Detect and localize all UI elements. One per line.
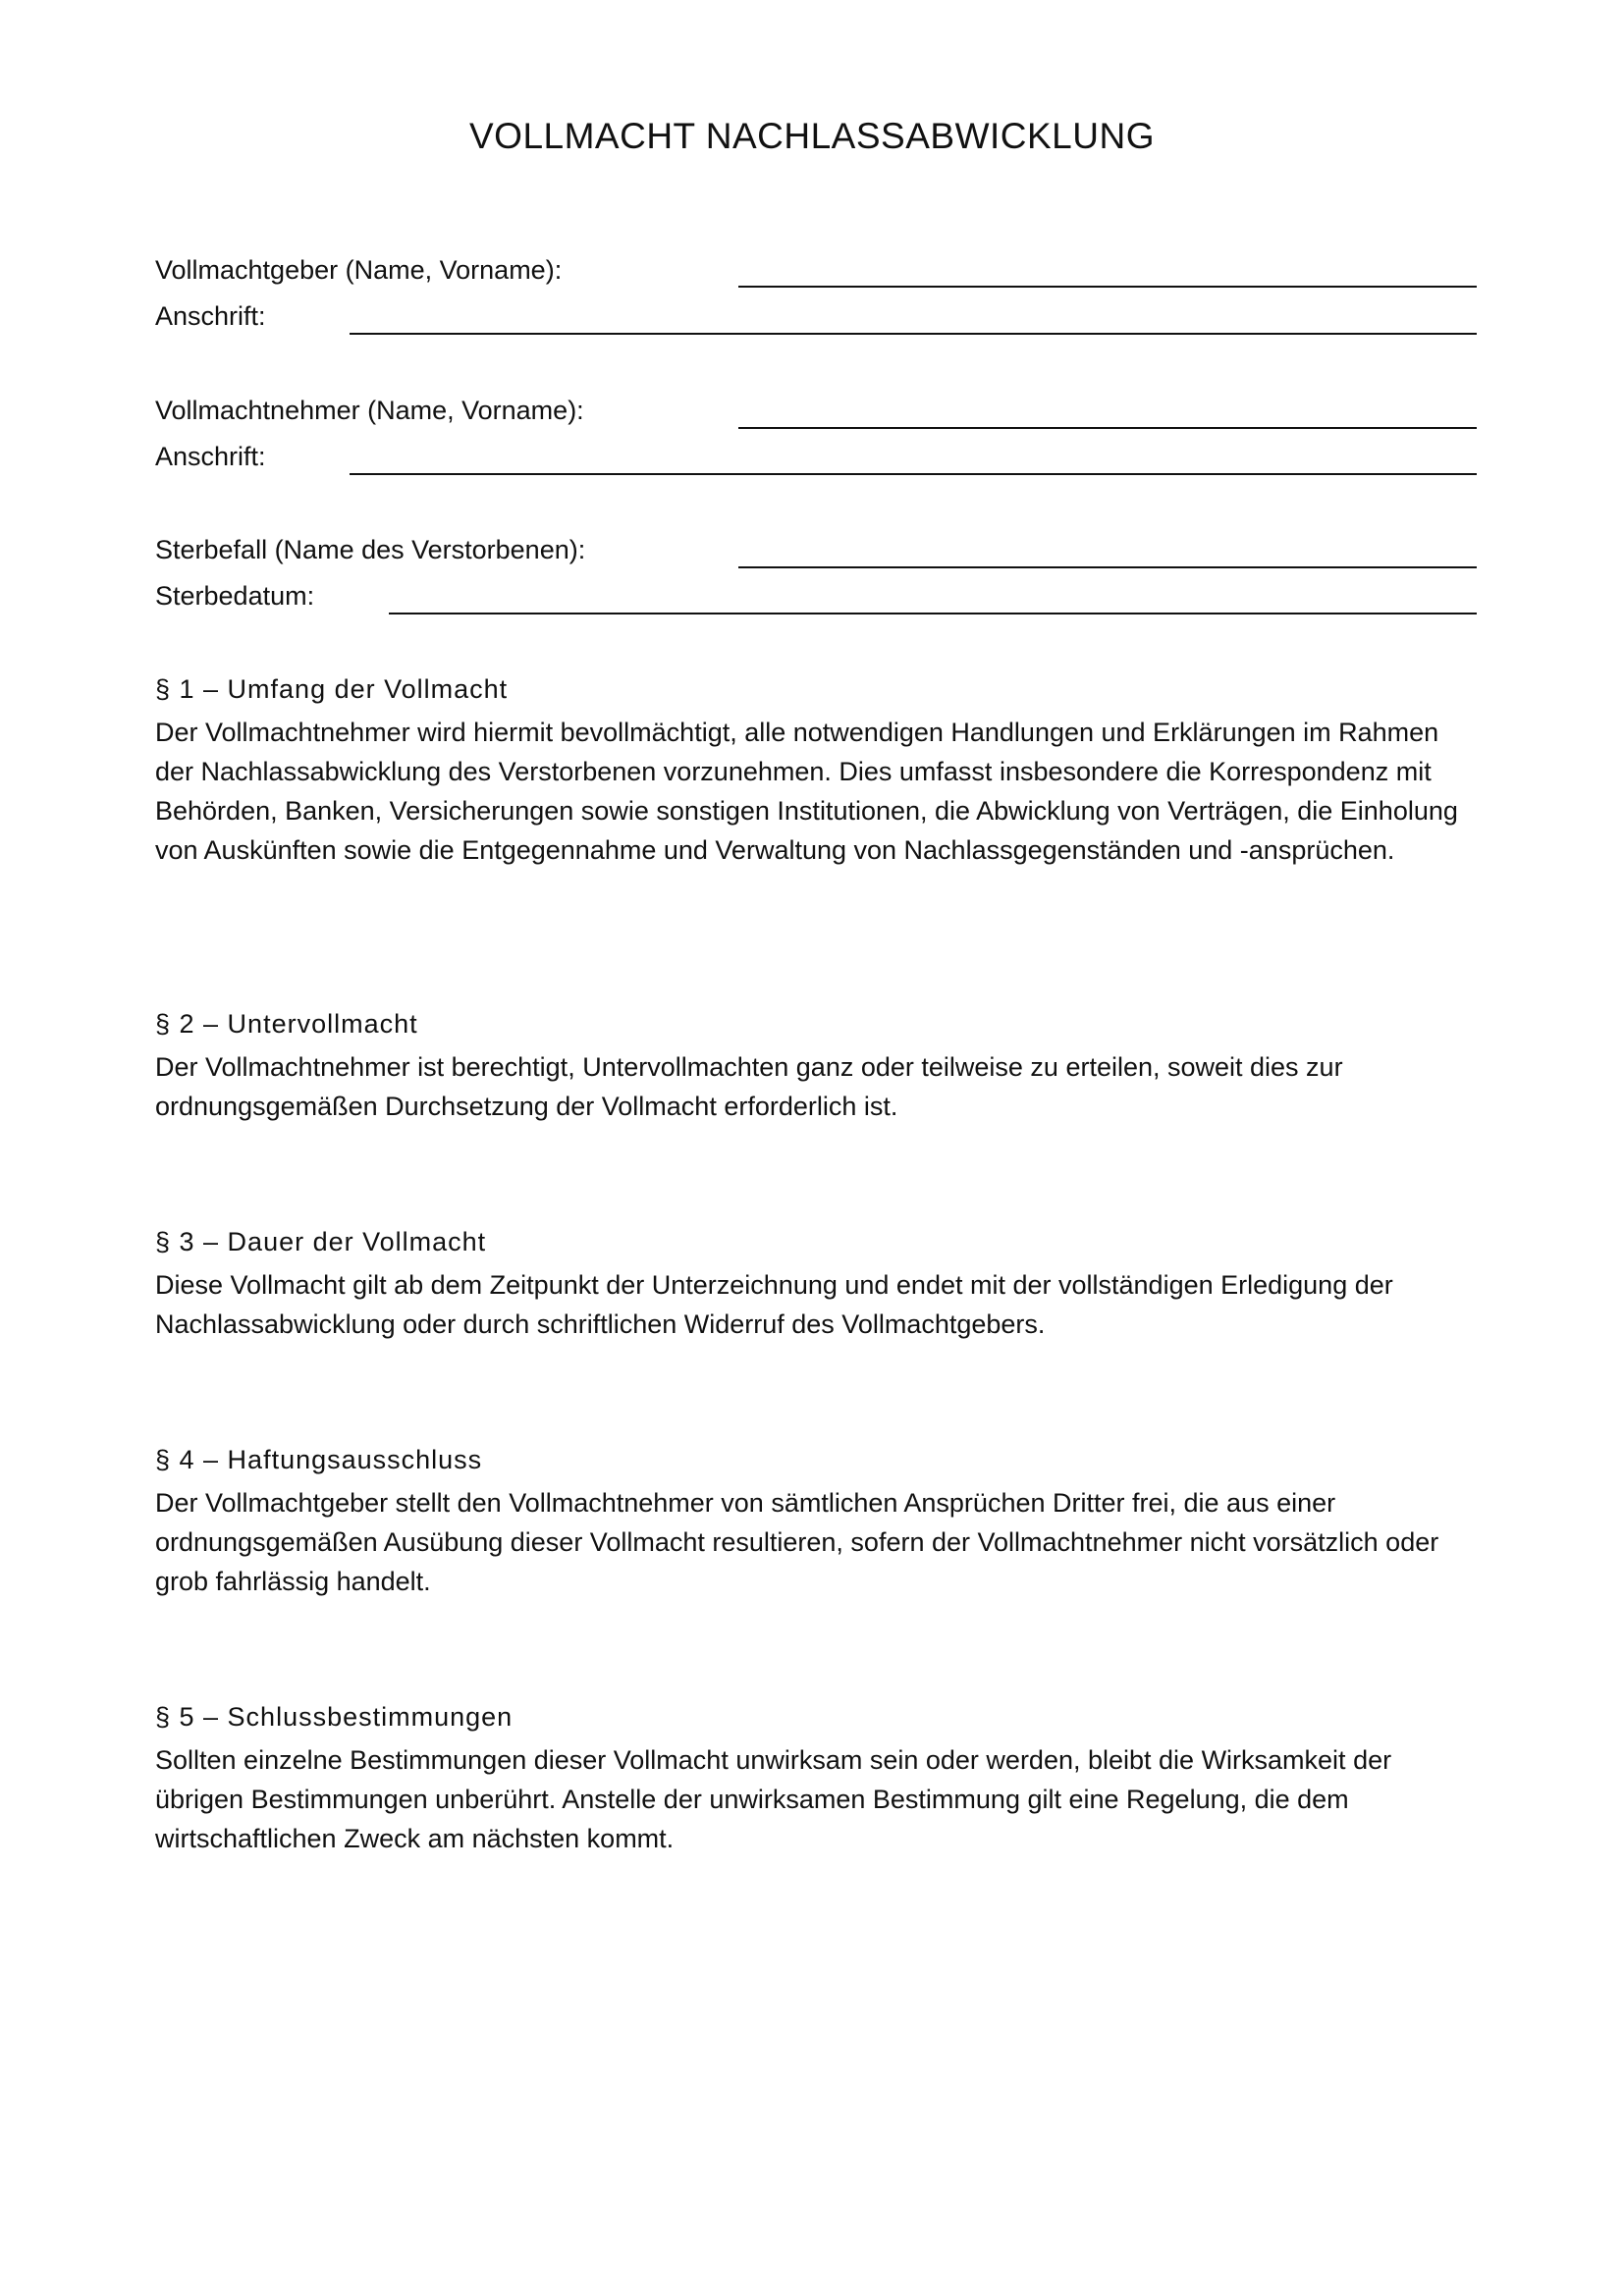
section-body: Sollten einzelne Bestimmungen dieser Vollmacht unwirksam sein oder werden, bleibt die Wirksamkeit der übrigen Bestimmungen unberührt. Anstelle der unwirksamen Bestimmung gilt eine Regelung, die dem wirtschaftlichen Zweck am nächsten kommt. — [155, 1745, 1392, 1853]
section-heading: § 5 – Schlussbestimmungen — [155, 1702, 514, 1732]
field-label-grantee-name: Vollmachtnehmer (Name, Vorname): — [155, 396, 584, 425]
section-heading: § 4 – Haftungsausschluss — [155, 1445, 483, 1474]
grantor-address-field[interactable] — [350, 333, 1477, 335]
section-4 — [155, 1444, 1476, 1601]
section-body: Diese Vollmacht gilt ab dem Zeitpunkt der Unterzeichnung und endet mit der vollständigen Erledigung der Nachlassabwicklung oder durch schriftlichen Widerruf des Vollmachtgebers. — [155, 1270, 1393, 1339]
section-body: Der Vollmachtnehmer ist berechtigt, Untervollmachten ganz oder teilweise zu erteilen, soweit dies zur ordnungsgemäßen Durchsetzung der Vollmacht erforderlich ist. — [155, 1052, 1343, 1121]
section-body: Der Vollmachtnehmer wird hiermit bevollmächtigt, alle notwendigen Handlungen und Erklärungen im Rahmen der Nachlassabwicklung des Verstorbenen vorzunehmen. Dies umfasst insbesondere die Korrespondenz mit Behörden, Banken, Versicherungen sowie sonstigen Institutionen, die Abwicklung von Verträgen, die Einholung von Auskünften sowie die Entgegennahme und Verwaltung von Nachlassgegenständen und -ansprüchen. — [155, 718, 1458, 865]
section-heading: § 3 – Dauer der Vollmacht — [155, 1227, 487, 1256]
section-body: Der Vollmachtgeber stellt den Vollmachtnehmer von sämtlichen Ansprüchen Dritter frei, die aus einer ordnungsgemäßen Ausübung dieser Vollmacht resultieren, sofern der Vollmachtnehmer nicht vorsätzlich oder grob fahrlässig handelt. — [155, 1488, 1439, 1596]
field-label-date-of-death: Sterbedatum: — [155, 581, 315, 611]
section-2 — [155, 1008, 1476, 1126]
grantor-name-field[interactable] — [738, 286, 1477, 288]
deceased-name-field[interactable] — [738, 566, 1477, 568]
field-label-grantor-address: Anschrift: — [155, 301, 266, 331]
field-label-grantor-name: Vollmachtgeber (Name, Vorname): — [155, 255, 563, 285]
field-label-grantee-address: Anschrift: — [155, 442, 266, 471]
field-label-deceased-name: Sterbefall (Name des Verstorbenen): — [155, 535, 586, 564]
section-1 — [155, 673, 1476, 870]
section-3 — [155, 1226, 1476, 1344]
document-title: VOLLMACHT NACHLASSABWICKLUNG — [469, 116, 1155, 156]
section-heading: § 2 – Untervollmacht — [155, 1009, 418, 1039]
section-5 — [155, 1701, 1476, 1858]
grantee-name-field[interactable] — [738, 427, 1477, 429]
date-of-death-field[interactable] — [389, 613, 1477, 614]
grantee-address-field[interactable] — [350, 473, 1477, 475]
section-heading: § 1 – Umfang der Vollmacht — [155, 674, 509, 704]
